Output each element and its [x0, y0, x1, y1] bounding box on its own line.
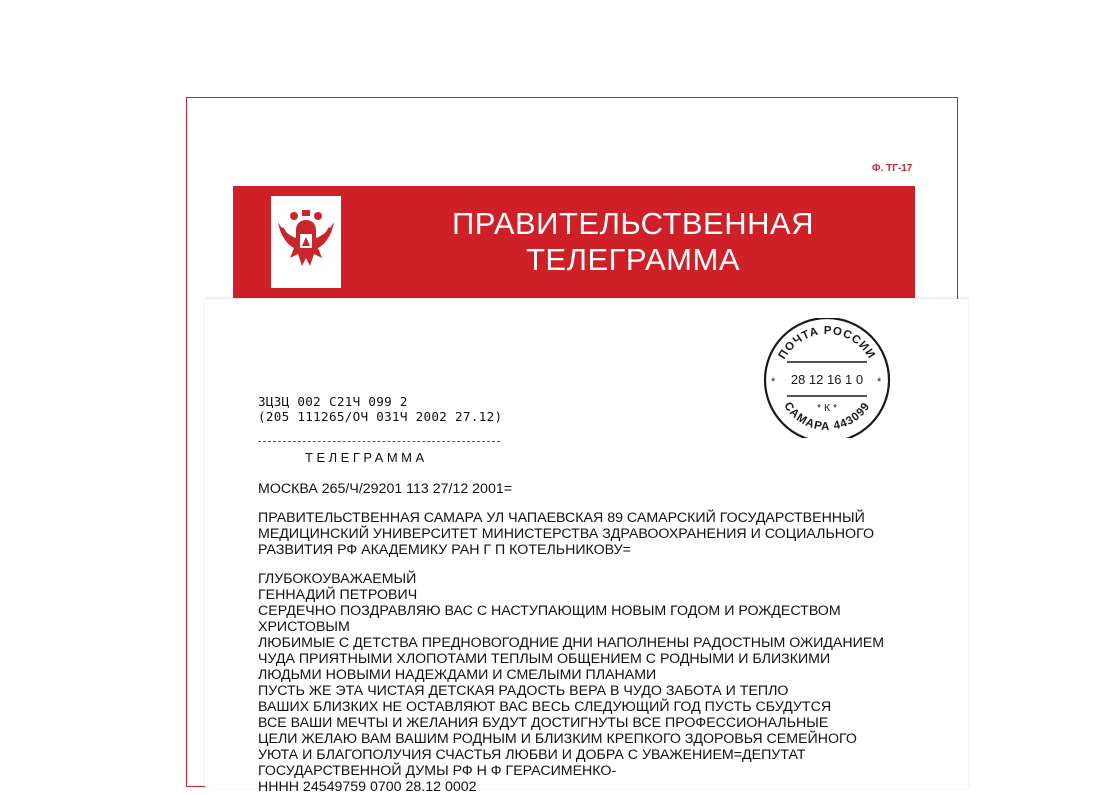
russian-coat-of-arms-icon — [276, 208, 336, 274]
body-line: ХРИСТОВЫМ — [258, 619, 350, 635]
banner-title — [423, 206, 843, 278]
body-line: ЧУДА ПРИЯТНЫМИ ХЛОПОТАМИ ТЕПЛЫМ ОБЩЕНИЕМ С РОДНЫМИ И БЛИЗКИМИ — [258, 651, 831, 667]
banner-title-line1: ПРАВИТЕЛЬСТВЕННАЯ — [451, 206, 815, 241]
stamp-bottom-text: САМАРА 443099 — [781, 400, 873, 434]
body-line: ЦЕЛИ ЖЕЛАЮ ВАМ ВАШИМ РОДНЫМ И БЛИЗКИМ КРЕПКОГО ЗДОРОВЬЯ СЕМЕЙНОГО — [258, 731, 857, 747]
stamp-letter: * К * — [816, 402, 838, 414]
banner-title-line2: ТЕЛЕГРАММА — [525, 242, 741, 277]
address-line: МЕДИЦИНСКИЙ УНИВЕРСИТЕТ МИНИСТЕРСТВА ЗДРАВООХРАНЕНИЯ И СОЦИАЛЬНОГО — [258, 526, 874, 542]
body-line: ВСЕ ВАШИ МЕЧТЫ И ЖЕЛАНИЯ БУДУТ ДОСТИГНУТЫ ВСЕ ПРОФЕССИОНАЛЬНЫЕ — [258, 715, 829, 731]
body-line: ЛЮДЬМИ НОВЫМИ НАДЕЖДАМИ И СМЕЛЫМИ ПЛАНАМИ — [258, 667, 657, 683]
body-line: УЮТА И БЛАГОПОЛУЧИЯ СЧАСТЬЯ ЛЮБВИ И ДОБРА С УВАЖЕНИЕМ=ДЕПУТАТ — [258, 747, 806, 763]
telegram-origin: МОСКВА 265/Ч/29201 113 27/12 2001= — [258, 481, 513, 497]
body-line: ГЕННАДИЙ ПЕТРОВИЧ — [258, 587, 418, 603]
divider — [258, 441, 500, 442]
telegram-footer: НННН 24549759 0700 28.12 0002 — [258, 779, 477, 795]
telegram-code-line-1: ЗЦЗЦ 002 С21Ч 099 2 — [258, 394, 408, 409]
body-line: ВАШИХ БЛИЗКИХ НЕ ОСТАВЛЯЮТ ВАС ВЕСЬ СЛЕДУЮЩИЙ ГОД ПУСТЬ СБУДУТСЯ — [258, 699, 832, 715]
telegram-heading: ТЕЛЕГРАММА — [305, 450, 428, 465]
telegram-code-line-2: (205 111265/ОЧ 031Ч 2002 27.12) — [258, 409, 503, 424]
government-banner — [233, 186, 915, 298]
body-line: ГОСУДАРСТВЕННОЙ ДУМЫ РФ Н Ф ГЕРАСИМЕНКО- — [258, 763, 617, 779]
body-line: ЛЮБИМЫЕ С ДЕТСТВА ПРЕДНОВОГОДНИЕ ДНИ НАПОЛНЕНЫ РАДОСТНЫМ ОЖИДАНИЕМ — [258, 635, 885, 651]
stamp-date: 28 12 16 1 0 — [790, 372, 864, 387]
address-line: ПРАВИТЕЛЬСТВЕННАЯ САМАРА УЛ ЧАПАЕВСКАЯ 89 САМАРСКИЙ ГОСУДАРСТВЕННЫЙ — [258, 510, 865, 526]
stamp-star-left: * — [771, 376, 776, 388]
body-line: ГЛУБОКОУВАЖАЕМЫЙ — [258, 571, 417, 587]
svg-text:ПОЧТА РОССИИ — [777, 325, 878, 362]
body-line: СЕРДЕЧНО ПОЗДРАВЛЯЮ ВАС С НАСТУПАЮЩИМ НОВЫМ ГОДОМ И РОЖДЕСТВОМ — [258, 603, 841, 619]
form-code: Ф. ТГ-17 — [872, 163, 913, 174]
stamp-top-text: ПОЧТА РОССИИ — [776, 324, 878, 362]
body-line: ПУСТЬ ЖЕ ЭТА ЧИСТАЯ ДЕТСКАЯ РАДОСТЬ ВЕРА В ЧУДО ЗАБОТА И ТЕПЛО — [258, 683, 789, 699]
postmark-stamp — [757, 318, 897, 438]
address-line: РАЗВИТИЯ РФ АКАДЕМИКУ РАН Г П КОТЕЛЬНИКОВУ= — [258, 542, 631, 558]
stamp-star-right: * — [877, 376, 882, 388]
emblem-box — [271, 196, 341, 288]
